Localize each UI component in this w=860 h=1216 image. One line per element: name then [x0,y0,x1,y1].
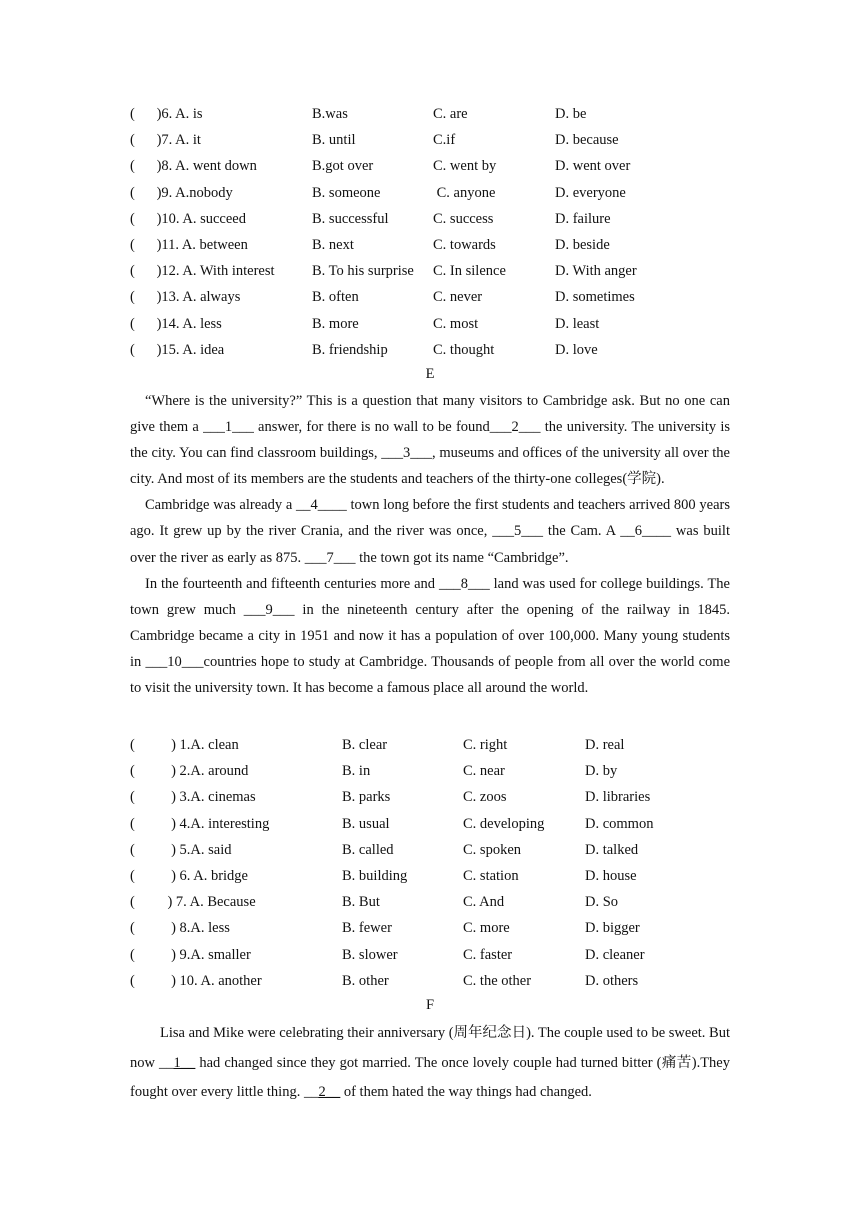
option-row [130,155,750,181]
option-c: C. And [463,894,505,911]
option-c: C. developing [463,815,545,832]
option-d: D. cleaner [585,946,645,963]
section-heading-f: F [425,997,435,1013]
option-row [130,260,750,286]
option-row [130,208,750,234]
option-c: C. faster [463,946,513,963]
option-row [130,839,750,865]
option-row [130,891,750,917]
option-b: B.got over [312,158,374,175]
option-row [130,865,750,891]
option-b: B. clear [342,737,388,753]
option-row [130,917,750,943]
option-c: C.if [433,132,456,149]
option-d: D. house [585,867,637,884]
option-b: B. often [312,289,359,306]
option-d: D. love [555,341,598,358]
passage-e [130,388,730,701]
question-number: ( )11. A. between [130,236,248,253]
option-c: C. towards [433,236,496,253]
question-number: ( ) 4.A. interesting [130,815,270,832]
option-d: D. libraries [585,789,651,806]
question-number: ( ) 1.A. clean [130,737,239,753]
option-row [130,970,750,996]
question-number: ( )15. A. idea [130,341,225,358]
option-row [130,944,750,970]
option-d: D. real [585,737,625,753]
option-c: C. right [463,737,508,753]
option-d: D. With anger [555,263,637,280]
option-c: C. most [433,315,479,332]
question-number: ( ) 6. A. bridge [130,867,248,884]
option-b: B. usual [342,815,390,832]
option-c: C. spoken [463,841,521,858]
option-b: B. slower [342,946,398,963]
option-b: B. successful [312,210,389,227]
question-number: ( )12. A. With interest [130,263,275,280]
blank-2: 2__ [318,1084,341,1100]
option-d: D. everyone [555,184,626,201]
option-b: B.was [312,106,348,122]
section-heading-e: E [425,366,435,382]
option-b: B. called [342,841,394,858]
option-row [130,129,750,155]
option-d: D. beside [555,236,610,253]
option-b: B. building [342,867,408,884]
option-c: C. station [463,867,519,884]
option-c: C. anyone [433,184,496,201]
question-number: ( ) 10. A. another [130,972,262,989]
option-row [130,813,750,839]
option-b: B. parks [342,789,391,806]
question-number: ( ) 8.A. less [130,920,230,937]
option-d: D. others [585,972,639,989]
option-row [130,234,750,260]
question-number: ( )13. A. always [130,289,241,306]
option-row [130,786,750,812]
paragraph [130,1019,730,1108]
option-b: B. fewer [342,920,392,937]
option-d: D. went over [555,158,631,175]
option-c: C. are [433,106,468,122]
option-row [130,339,750,365]
question-number: ( )14. A. less [130,315,222,332]
option-d: D. sometimes [555,289,635,306]
option-b: B. until [312,132,356,149]
option-b: B. But [342,894,380,911]
option-d: D. because [555,132,619,149]
option-d: D. failure [555,210,611,227]
option-row [130,313,750,339]
question-number: ( ) 9.A. smaller [130,946,251,963]
option-c: C. went by [433,158,497,175]
option-b: B. next [312,236,354,253]
option-b: B. someone [312,184,381,201]
option-d: D. be [555,106,587,122]
question-number: ( ) 3.A. cinemas [130,789,256,806]
option-d: D. least [555,315,600,332]
option-row [130,760,750,786]
section-e-options [130,734,750,996]
option-d: D. talked [585,841,639,858]
option-c: C. thought [433,341,495,358]
option-row [130,286,750,312]
option-row [130,182,750,208]
option-row [130,103,750,129]
question-number: ( ) 2.A. around [130,763,249,780]
option-c: C. the other [463,972,532,989]
question-number: ( )8. A. went down [130,158,257,175]
option-b: B. To his surprise [312,263,414,280]
paragraph: In the fourteenth and fifteenth centuries more and ___8___ land was used for college buildings. The town grew much ___9___ in the nineteenth century after the opening of the railway in 1845. Cambridge became a city in 1951 and now it has a population of over 100,000. Many young students in ___10___countries hope to study at Cambridge. Thousands of people from all over the world come to visit the university town. It has become a famous place all around the world. [130,575,730,697]
question-number: ( ) 7. A. Because [130,894,256,911]
option-c: C. zoos [463,789,507,806]
option-c: C. more [463,920,510,937]
question-number: ( )6. A. is [130,106,203,122]
option-b: B. other [342,972,389,989]
text-run: of them hated the way things had changed. [340,1084,592,1100]
text-run: Lisa and Mike were celebrating their anniversary (周年纪念日). The couple used to be sweet. But now __ [130,1025,730,1071]
option-c: C. In silence [433,263,506,280]
option-row [130,734,750,760]
paragraph: “Where is the university?” This is a question that many visitors to Cambridge ask. But no one can give them a ___1___ answer, for there is no wall to be found___2___ the university. The university is the city. You can find classroom buildings, ___3___, museums and offices of the university all over the city. And most of its members are the students and teachers of the thirty-one colleges(学院). [130,393,730,488]
text-run: had changed since they got married. The once lovely couple had turned bitter (痛苦).They fought over every little thing. __ [130,1054,730,1100]
question-number: ( )10. A. succeed [130,210,246,227]
blank-1: 1__ [173,1054,196,1071]
question-number: ( )7. A. it [130,132,201,149]
option-c: C. success [433,210,494,227]
paragraph: Cambridge was already a __4____ town long before the first students and teachers arrived 800 years ago. It grew up by the river Crania, and the river was once, ___5___ the Cam. A __6____ was built over the river as early as 875. ___7___ the town got its name “Cambridge”. [130,497,730,566]
option-d: D. bigger [585,920,640,937]
option-d: D. common [585,815,654,832]
option-b: B. more [312,315,359,332]
option-d: D. by [585,763,618,780]
question-number: ( ) 5.A. said [130,841,232,858]
section-d-options [130,103,750,365]
option-b: B. friendship [312,341,388,358]
option-d: D. So [585,894,619,911]
question-number: ( )9. A.nobody [130,184,233,201]
option-c: C. near [463,763,505,780]
option-c: C. never [433,289,483,306]
passage-f [130,1019,730,1108]
option-b: B. in [342,763,371,780]
